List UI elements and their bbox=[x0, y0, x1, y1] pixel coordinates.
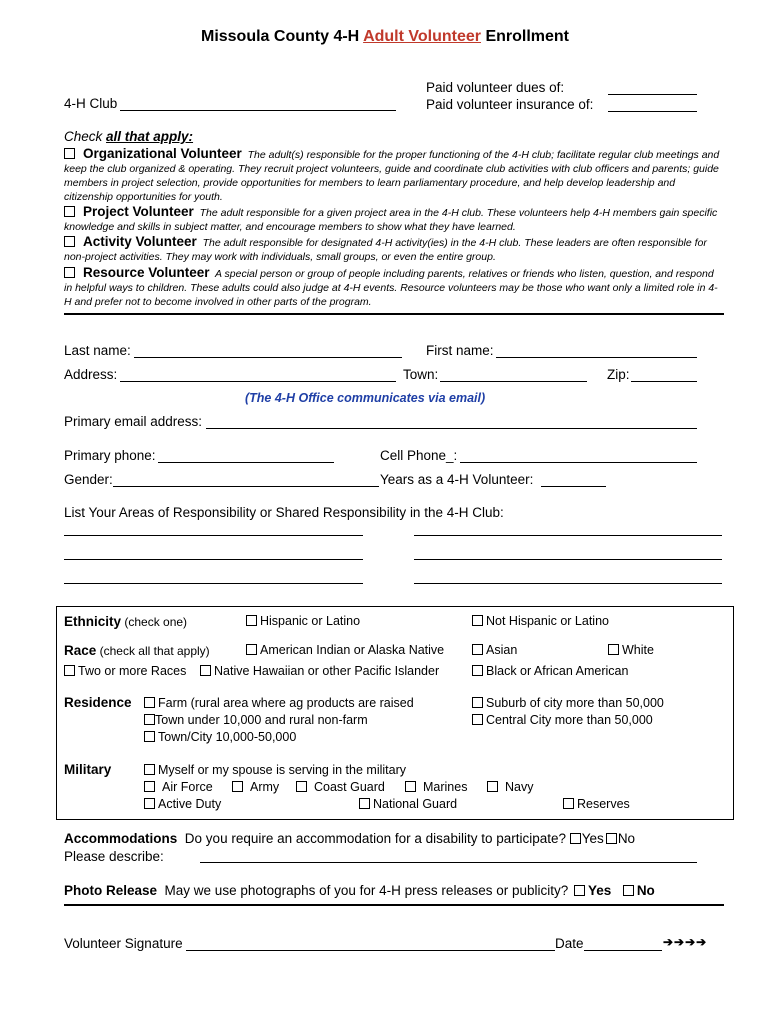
military-option-air-force[interactable]: Air Force bbox=[144, 780, 213, 794]
dues-label: Paid volunteer dues of: bbox=[426, 80, 565, 95]
area-line[interactable] bbox=[64, 583, 363, 584]
checkbox[interactable] bbox=[608, 644, 619, 655]
zip-label: Zip: bbox=[607, 367, 630, 382]
military-option-marines[interactable]: Marines bbox=[405, 780, 467, 794]
residence-option-town-city[interactable]: Town/City 10,000-50,000 bbox=[144, 730, 296, 744]
years-label: Years as a 4-H Volunteer: bbox=[380, 472, 534, 487]
email-note: (The 4-H Office communicates via email) bbox=[245, 391, 486, 405]
checkbox[interactable] bbox=[296, 781, 307, 792]
volunteer-type-resource: Resource Volunteer A special person or group of people including parents, relatives or friends who listen, question, and respond in helpful ways to children. These adults could also judge at 4-H events. Resource volunteers may be those who want only a limited role in 4-H and prefer not to become involved in other parts of the program. bbox=[64, 265, 718, 308]
last-name-label: Last name: bbox=[64, 343, 131, 358]
checkbox[interactable] bbox=[472, 644, 483, 655]
area-line[interactable] bbox=[414, 535, 722, 536]
checkbox-organizational[interactable] bbox=[64, 148, 75, 159]
volunteer-type-activity: Activity Volunteer The adult responsible for designated 4-H activity(ies) in the 4-H club. These leaders are often responsible for non-project activities. They may work with individuals, small groups, or even the entire group. bbox=[64, 234, 707, 263]
race-label: Race (check all that apply) bbox=[64, 643, 210, 658]
phone-field[interactable] bbox=[158, 462, 334, 463]
area-line[interactable] bbox=[414, 583, 722, 584]
describe-field[interactable] bbox=[200, 862, 697, 863]
describe-label: Please describe: bbox=[64, 849, 164, 864]
accommodation-yes-checkbox[interactable] bbox=[570, 833, 581, 844]
date-label: Date bbox=[555, 936, 584, 951]
military-option-national-guard[interactable]: National Guard bbox=[359, 797, 457, 811]
photo-release-row: Photo Release May we use photographs of you for 4-H press releases or publicity? Yes No bbox=[64, 883, 655, 898]
military-option-army[interactable]: Army bbox=[232, 780, 279, 794]
address-label: Address: bbox=[64, 367, 118, 382]
zip-field[interactable] bbox=[631, 381, 697, 382]
residence-option-town-under[interactable]: Town under 10,000 and rural non-farm bbox=[144, 713, 368, 727]
checkbox[interactable] bbox=[144, 731, 155, 742]
signature-label: Volunteer Signature bbox=[64, 936, 183, 951]
accommodations-row: Accommodations Do you require an accommodation for a disability to participate? Yes No bbox=[64, 831, 636, 846]
first-name-field[interactable] bbox=[496, 357, 697, 358]
areas-label: List Your Areas of Responsibility or Shared Responsibility in the 4-H Club: bbox=[64, 505, 504, 520]
club-label: 4-H Club bbox=[64, 96, 118, 111]
military-option-navy[interactable]: Navy bbox=[487, 780, 533, 794]
email-label: Primary email address: bbox=[64, 414, 203, 429]
race-option-american-indian[interactable]: American Indian or Alaska Native bbox=[246, 643, 444, 657]
town-label: Town: bbox=[403, 367, 439, 382]
accommodation-no-checkbox[interactable] bbox=[606, 833, 617, 844]
checkbox[interactable] bbox=[232, 781, 243, 792]
checkbox[interactable] bbox=[563, 798, 574, 809]
first-name-label: First name: bbox=[426, 343, 494, 358]
checkbox[interactable] bbox=[359, 798, 370, 809]
checkbox-resource[interactable] bbox=[64, 267, 75, 278]
area-line[interactable] bbox=[64, 535, 363, 536]
residence-option-central-city[interactable]: Central City more than 50,000 bbox=[472, 713, 653, 727]
gender-label: Gender: bbox=[64, 472, 113, 487]
area-line[interactable] bbox=[414, 559, 722, 560]
checkbox[interactable] bbox=[144, 714, 155, 725]
checkbox[interactable] bbox=[246, 615, 257, 626]
checkbox[interactable] bbox=[144, 764, 155, 775]
checkbox[interactable] bbox=[472, 665, 483, 676]
arrow-icon: ➔➔➔➔ bbox=[663, 935, 708, 949]
volunteer-type-organizational: Organizational Volunteer The adult(s) responsible for the proper functioning of the 4-H club; facilitate regular club meetings and keep the club organized & operating. They recruit project volunteers, guide and coordinate club activities with club officers and parents; guide members in project selection, provide opportunities for members to learn parliamentary procedure, and help develop leadership and citizenship opportunities for youth. bbox=[64, 146, 720, 203]
section-divider bbox=[64, 904, 724, 906]
checkbox-activity[interactable] bbox=[64, 236, 75, 247]
checkbox-project[interactable] bbox=[64, 206, 75, 217]
checkbox[interactable] bbox=[144, 798, 155, 809]
residence-option-suburb[interactable]: Suburb of city more than 50,000 bbox=[472, 696, 664, 710]
insurance-field[interactable] bbox=[608, 111, 697, 112]
check-heading: Check all that apply: bbox=[64, 129, 194, 144]
race-option-hawaiian[interactable]: Native Hawaiian or other Pacific Islander bbox=[200, 664, 439, 678]
residence-option-farm[interactable]: Farm (rural area where ag products are raised bbox=[144, 696, 414, 710]
page-title: Missoula County 4-H Adult Volunteer Enrollment bbox=[200, 28, 570, 45]
ethnicity-option-hispanic[interactable]: Hispanic or Latino bbox=[246, 614, 360, 628]
volunteer-type-project: Project Volunteer The adult responsible for a given project area in the 4-H club. These volunteers help 4-H members gain specific knowledge and skills in subject matter, and encourage members to show what they have learned. bbox=[64, 204, 718, 233]
years-field[interactable] bbox=[541, 486, 606, 487]
military-option-reserves[interactable]: Reserves bbox=[563, 797, 630, 811]
race-option-asian[interactable]: Asian bbox=[472, 643, 517, 657]
last-name-field[interactable] bbox=[134, 357, 402, 358]
insurance-label: Paid volunteer insurance of: bbox=[426, 97, 594, 112]
cell-field[interactable] bbox=[460, 462, 697, 463]
email-field[interactable] bbox=[206, 428, 697, 429]
checkbox[interactable] bbox=[487, 781, 498, 792]
photo-yes-checkbox[interactable] bbox=[574, 885, 585, 896]
ethnicity-label: Ethnicity (check one) bbox=[64, 614, 188, 629]
race-option-white[interactable]: White bbox=[608, 643, 654, 657]
checkbox[interactable] bbox=[64, 665, 75, 676]
race-option-black[interactable]: Black or African American bbox=[472, 664, 628, 678]
gender-field[interactable] bbox=[113, 486, 379, 487]
checkbox[interactable] bbox=[472, 615, 483, 626]
club-field[interactable] bbox=[120, 110, 396, 111]
military-option-active-duty[interactable]: Active Duty bbox=[144, 797, 221, 811]
residence-label: Residence bbox=[64, 695, 132, 710]
signature-field[interactable] bbox=[186, 950, 555, 951]
checkbox[interactable] bbox=[405, 781, 416, 792]
checkbox[interactable] bbox=[246, 644, 257, 655]
area-line[interactable] bbox=[64, 559, 363, 560]
checkbox[interactable] bbox=[200, 665, 211, 676]
section-divider bbox=[64, 313, 724, 315]
checkbox[interactable] bbox=[472, 714, 483, 725]
military-option-coast-guard[interactable]: Coast Guard bbox=[296, 780, 385, 794]
checkbox[interactable] bbox=[472, 697, 483, 708]
dues-field[interactable] bbox=[608, 94, 697, 95]
military-label: Military bbox=[64, 762, 112, 777]
ethnicity-option-not-hispanic[interactable]: Not Hispanic or Latino bbox=[472, 614, 609, 628]
military-option-serving[interactable]: Myself or my spouse is serving in the military bbox=[144, 763, 406, 777]
town-field[interactable] bbox=[440, 381, 587, 382]
checkbox[interactable] bbox=[144, 781, 155, 792]
date-field[interactable] bbox=[584, 950, 662, 951]
address-field[interactable] bbox=[120, 381, 396, 382]
checkbox[interactable] bbox=[144, 697, 155, 708]
title-highlight: Adult Volunteer bbox=[363, 28, 481, 45]
race-option-two-or-more[interactable]: Two or more Races bbox=[64, 664, 186, 678]
photo-no-checkbox[interactable] bbox=[623, 885, 634, 896]
phone-label: Primary phone: bbox=[64, 448, 156, 463]
cell-label: Cell Phone_: bbox=[380, 448, 458, 463]
